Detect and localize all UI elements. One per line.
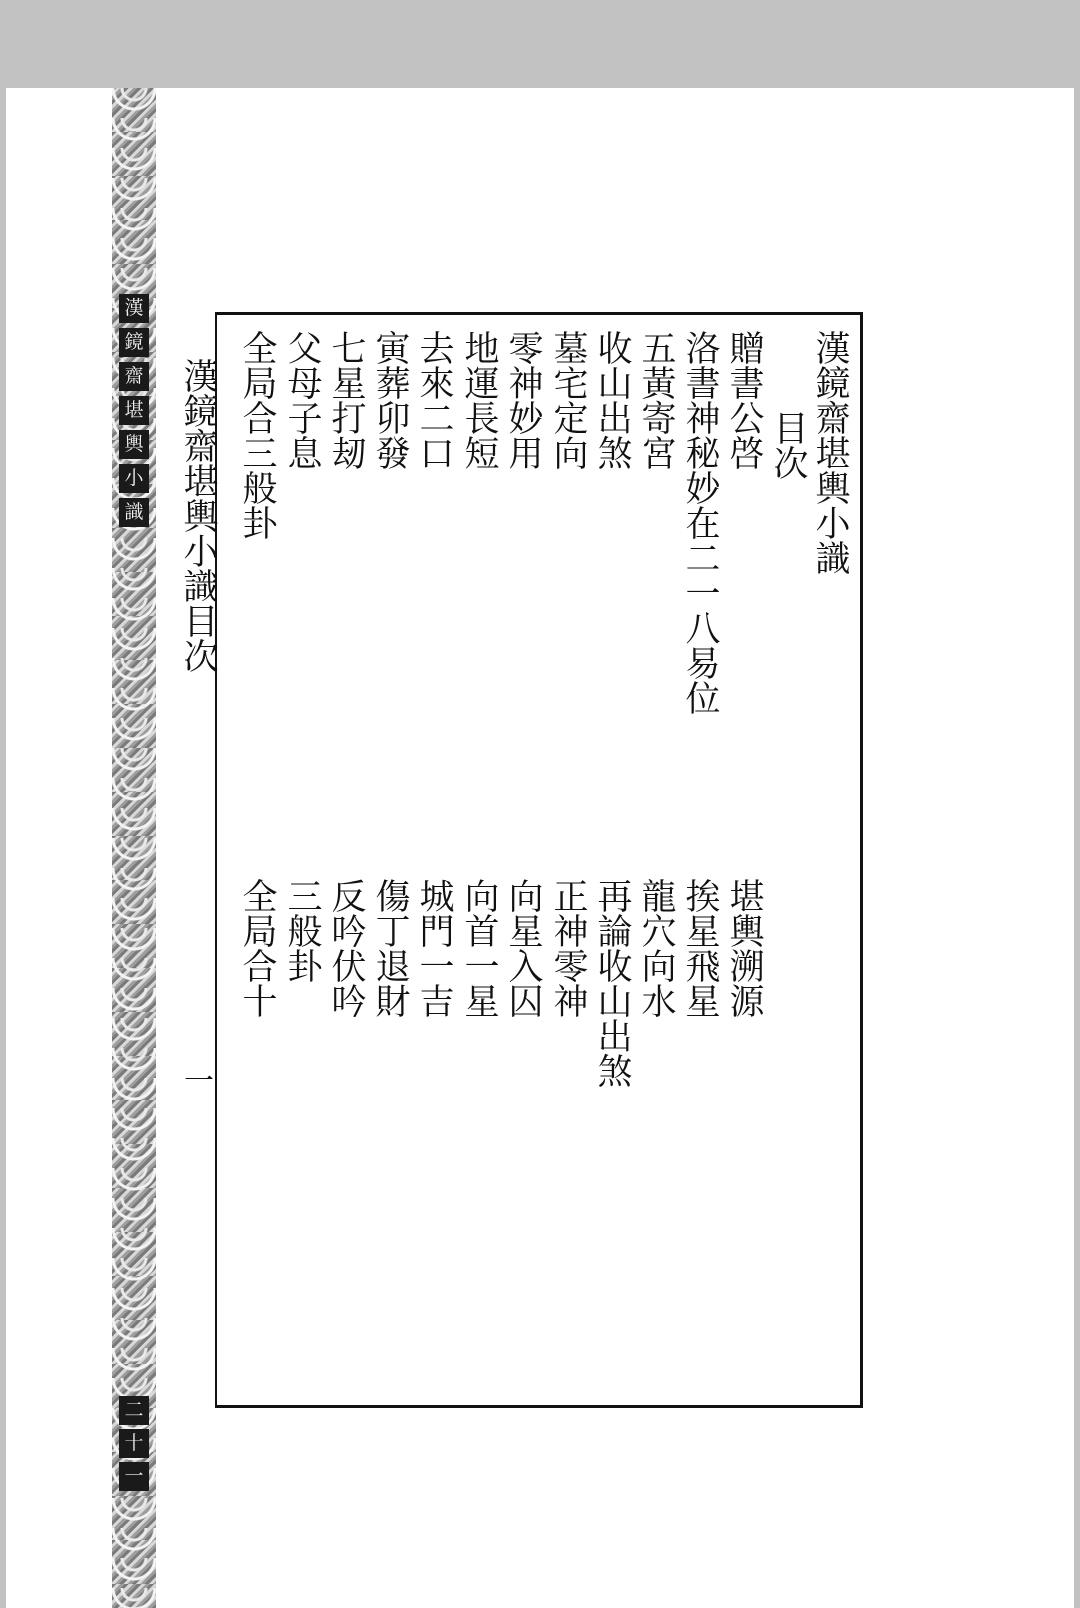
contents-entry: 父母子息	[282, 330, 322, 470]
contents-entry: 城門一吉	[414, 878, 454, 1018]
spine-page-char: 十	[119, 1429, 149, 1458]
spine-page-char: 二	[119, 1396, 149, 1425]
spine-page-number	[116, 1396, 152, 1495]
contents-entry: 傷丁退財	[370, 878, 410, 1018]
text-frame	[215, 312, 863, 1408]
contents-entry: 洛書神秘妙在二一八易位	[680, 330, 720, 715]
contents-entry: 收山出煞	[592, 330, 632, 470]
contents-entry: 全局合三般卦	[237, 330, 277, 540]
contents-entry: 三般卦	[282, 878, 322, 983]
contents-entry: 向星入囚	[503, 878, 543, 1018]
contents-entry: 贈書公啓	[724, 330, 764, 470]
contents-entry: 堪輿溯源	[724, 878, 764, 1018]
contents-entry: 正神零神	[548, 878, 588, 1018]
contents-entry: 七星打刼	[326, 330, 366, 470]
spine-title-char: 識	[119, 498, 149, 527]
spine-title-char: 堪	[119, 396, 149, 425]
contents-entry: 寅葬卯發	[370, 330, 410, 470]
spine-title-char: 鏡	[119, 328, 149, 357]
contents-entry: 向首一星	[459, 878, 499, 1018]
book-page	[6, 88, 1074, 1608]
spine-title-char: 漢	[119, 294, 149, 323]
contents-entry: 地運長短	[459, 330, 499, 470]
spine-title-char: 齋	[119, 362, 149, 391]
book-title: 漢鏡齋堪輿小識	[810, 330, 850, 575]
contents-entry: 再論收山出煞	[592, 878, 632, 1088]
contents-entry: 挨星飛星	[680, 878, 720, 1018]
section-heading: 目次	[768, 410, 808, 480]
spine-page-char: 一	[119, 1462, 149, 1491]
spine-title	[116, 294, 152, 532]
running-title: 漢鏡齋堪輿小識目次	[178, 358, 218, 673]
contents-entry: 全局合十	[237, 878, 277, 1018]
contents-entry: 反吟伏吟	[326, 878, 366, 1018]
spine-title-char: 小	[119, 464, 149, 493]
spine-title-char: 輿	[119, 430, 149, 459]
decorative-spine	[112, 88, 156, 1608]
contents-entry: 龍穴向水	[636, 878, 676, 1018]
page-number: 一	[184, 1064, 214, 1099]
contents-entry: 墓宅定向	[548, 330, 588, 470]
contents-entry: 五黃寄宮	[636, 330, 676, 470]
contents-entry: 零神妙用	[503, 330, 543, 470]
contents-entry: 去來二口	[414, 330, 454, 470]
